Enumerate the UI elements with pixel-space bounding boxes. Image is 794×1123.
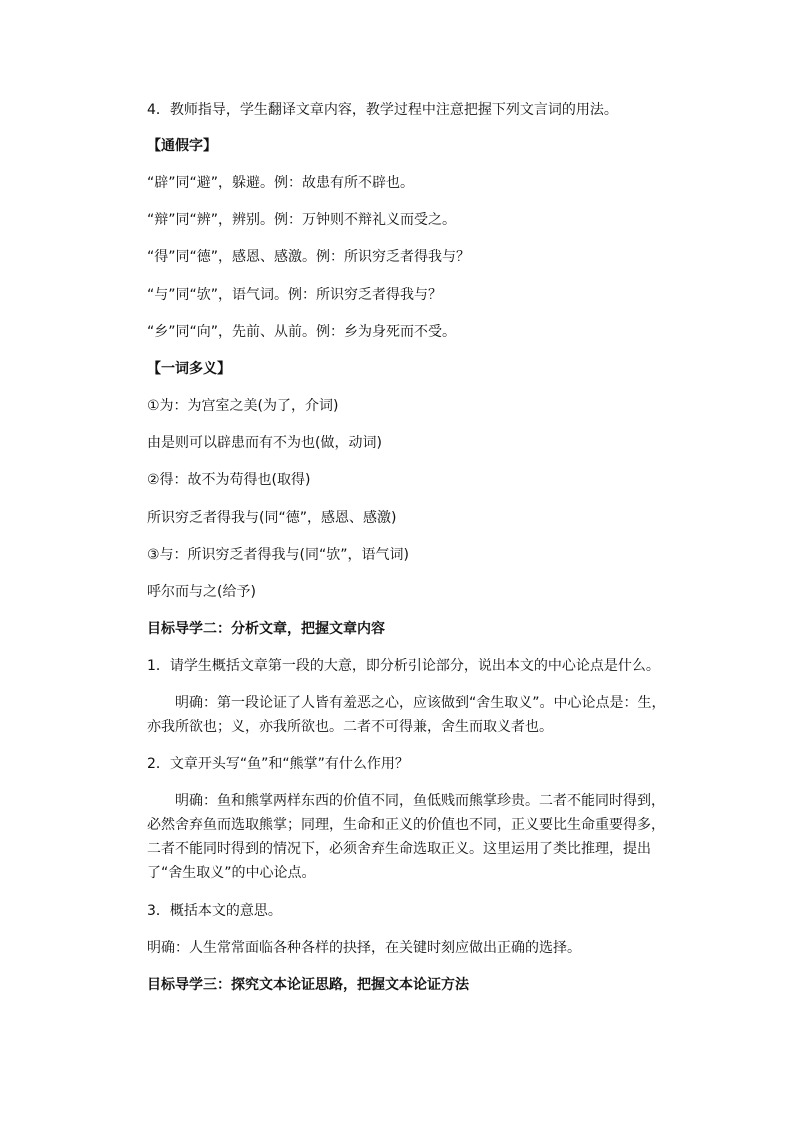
tongjiazi-item: “辩”同“辨”，辨别。例：万钟则不辩礼义而受之。 [147, 212, 457, 228]
tongjiazi-item: “辟”同“避”，躲避。例：故患有所不辟也。 [147, 175, 415, 191]
answer-2: 明确：鱼和熊掌两样东西的价值不同，鱼低贱而熊掌珍贵。二者不能同时得到，必然舍弃鱼而选取熊掌；同理，生命和正义的价值也不同，正义要比生命重要得多，二者不能同时得到的情况下，必须舍弃生命选取正义。这里运用了类比推理，提出了“舍生取义”的中心论点。 [147, 793, 665, 881]
yiciduoyi-item: ③与：所识穷乏者得我与(同“欤”，语气词) [147, 547, 409, 563]
question-2: 2．文章开头写“鱼”和“熊掌”有什么作用？ [147, 756, 409, 772]
question-3: 3．概括本文的意思。 [147, 903, 282, 919]
goal-heading-2: 目标导学二：分析文章，把握文章内容 [147, 621, 385, 637]
yiciduoyi-item: 呼尔而与之(给予) [147, 584, 256, 600]
tongjiazi-item: “乡”同“向”，先前、从前。例：乡为身死而不受。 [147, 324, 457, 340]
step4-instruction: 4．教师指导，学生翻译文章内容，教学过程中注意把握下列文言词的用法。 [147, 102, 618, 118]
tongjiazi-item: “与”同“欤”，语气词。例：所识穷乏者得我与？ [147, 287, 443, 303]
answer-1: 明确：第一段论证了人皆有羞恶之心，应该做到“舍生取义”。中心论点是：生，亦我所欲也；义，亦我所欲也。二者不可得兼，舍生而取义者也。 [147, 695, 666, 735]
section-heading-yiciduoyi: 【一词多义】 [147, 361, 231, 377]
yiciduoyi-item: 由是则可以辟患而有不为也(做，动词) [147, 435, 382, 451]
tongjiazi-item: “得”同“德”，感恩、感激。例：所识穷乏者得我与？ [147, 249, 471, 265]
yiciduoyi-item: ①为：为宫室之美(为了，介词) [147, 398, 339, 414]
yiciduoyi-item: ②得：故不为苟得也(取得) [147, 472, 311, 488]
goal-heading-3: 目标导学三：探究文本论证思路，把握文本论证方法 [147, 977, 469, 993]
yiciduoyi-item: 所识穷乏者得我与(同“德”，感恩、感激) [147, 510, 397, 526]
question-1: 1．请学生概括文章第一段的大意，即分析引论部分，说出本文的中心论点是什么。 [147, 658, 660, 674]
answer-3: 明确：人生常常面临各种各样的抉择，在关键时刻应做出正确的选择。 [147, 940, 581, 956]
section-heading-tongjiazi: 【通假字】 [147, 138, 217, 154]
